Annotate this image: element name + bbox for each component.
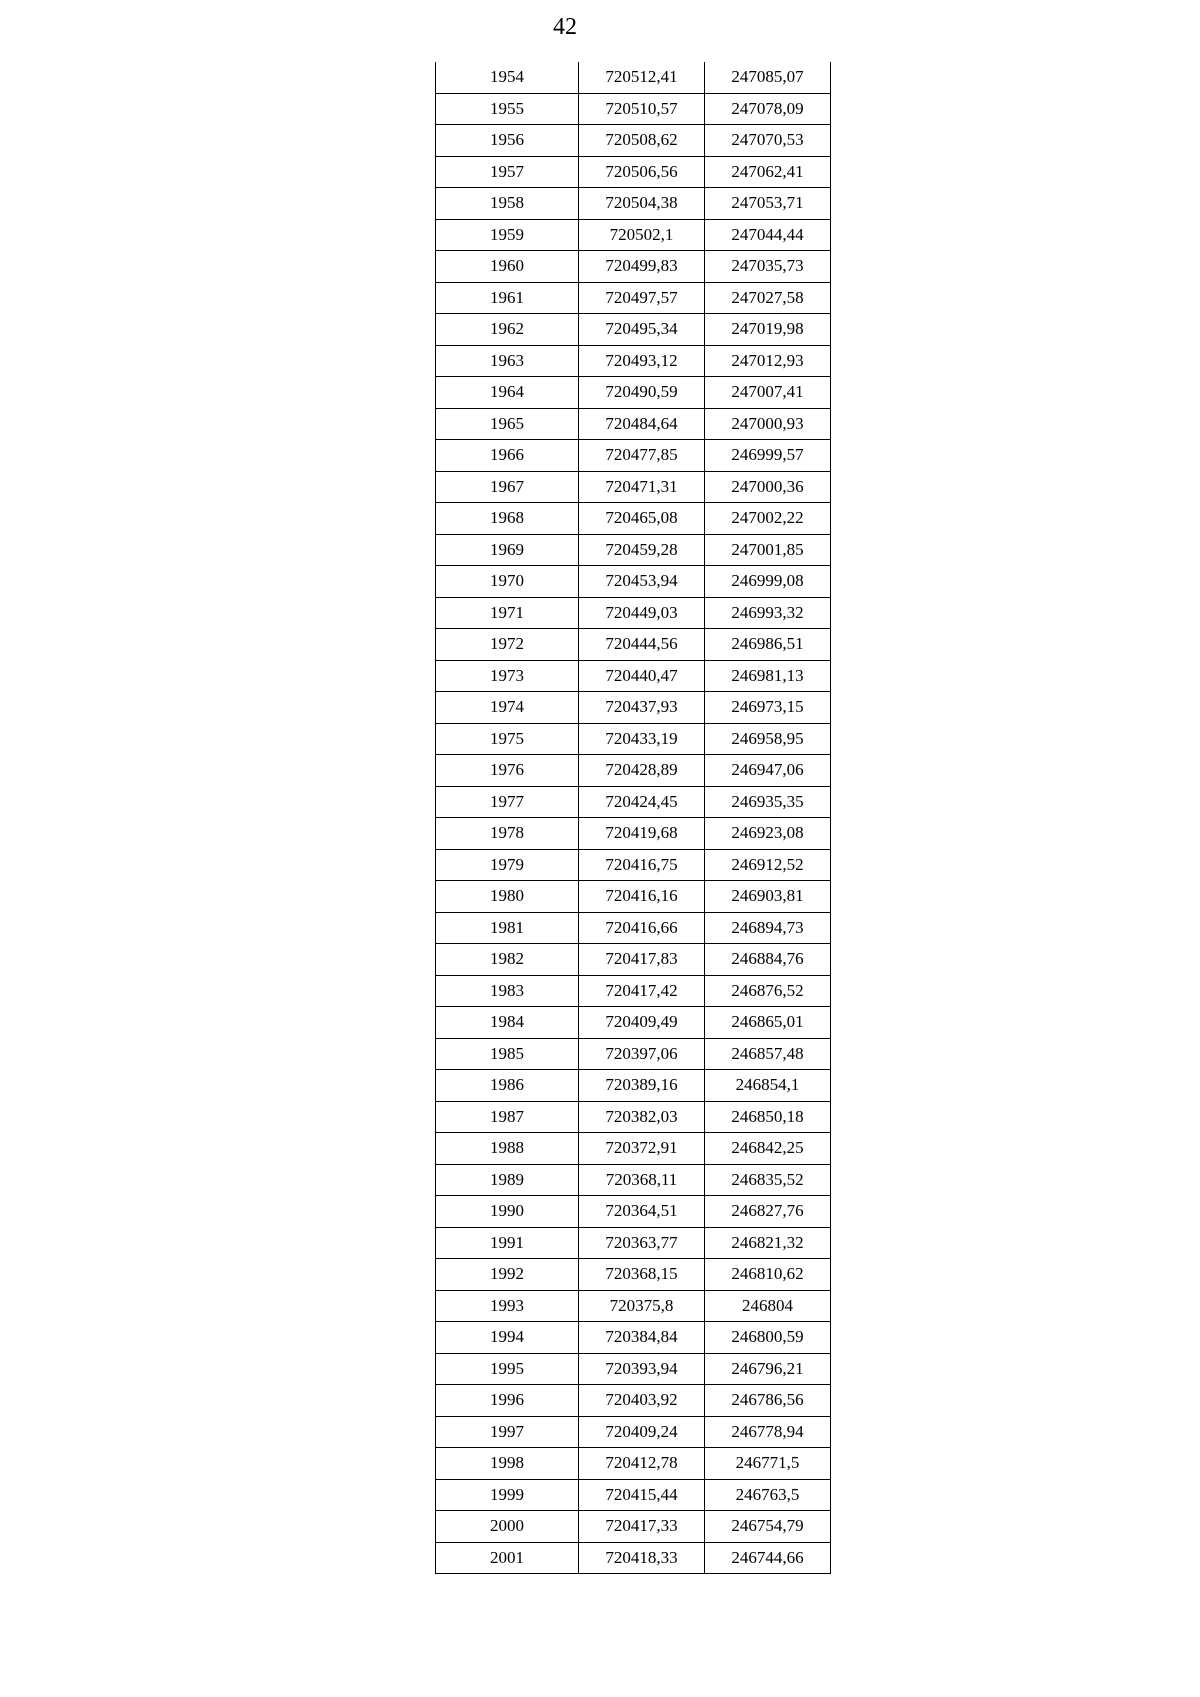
year-cell: 1957 <box>436 156 579 188</box>
y-coordinate-cell: 246835,52 <box>705 1164 831 1196</box>
table-row <box>436 1259 831 1291</box>
x-coordinate-cell: 720440,47 <box>579 660 705 692</box>
table-row <box>436 1479 831 1511</box>
y-coordinate-cell: 247007,41 <box>705 377 831 409</box>
year-cell: 2000 <box>436 1511 579 1543</box>
y-coordinate-cell: 246786,56 <box>705 1385 831 1417</box>
table-row <box>436 1070 831 1102</box>
year-cell: 1960 <box>436 251 579 283</box>
year-cell: 1977 <box>436 786 579 818</box>
x-coordinate-cell: 720444,56 <box>579 629 705 661</box>
table-row <box>436 849 831 881</box>
y-coordinate-cell: 247062,41 <box>705 156 831 188</box>
table-row <box>436 629 831 661</box>
x-coordinate-cell: 720393,94 <box>579 1353 705 1385</box>
y-coordinate-cell: 246947,06 <box>705 755 831 787</box>
x-coordinate-cell: 720428,89 <box>579 755 705 787</box>
y-coordinate-cell: 246958,95 <box>705 723 831 755</box>
x-coordinate-cell: 720403,92 <box>579 1385 705 1417</box>
year-cell: 1964 <box>436 377 579 409</box>
x-coordinate-cell: 720490,59 <box>579 377 705 409</box>
table-row <box>436 597 831 629</box>
table-row <box>436 93 831 125</box>
year-cell: 1966 <box>436 440 579 472</box>
table-row <box>436 755 831 787</box>
year-cell: 1976 <box>436 755 579 787</box>
x-coordinate-cell: 720415,44 <box>579 1479 705 1511</box>
x-coordinate-cell: 720384,84 <box>579 1322 705 1354</box>
year-cell: 1984 <box>436 1007 579 1039</box>
y-coordinate-cell: 247085,07 <box>705 62 831 93</box>
year-cell: 1991 <box>436 1227 579 1259</box>
y-coordinate-cell: 246857,48 <box>705 1038 831 1070</box>
x-coordinate-cell: 720433,19 <box>579 723 705 755</box>
year-cell: 1995 <box>436 1353 579 1385</box>
table-row <box>436 881 831 913</box>
year-cell: 1974 <box>436 692 579 724</box>
table-row <box>436 975 831 1007</box>
x-coordinate-cell: 720418,33 <box>579 1542 705 1574</box>
year-cell: 1969 <box>436 534 579 566</box>
table-body <box>436 62 831 1574</box>
year-cell: 1986 <box>436 1070 579 1102</box>
table-row <box>436 1007 831 1039</box>
x-coordinate-cell: 720502,1 <box>579 219 705 251</box>
x-coordinate-cell: 720417,83 <box>579 944 705 976</box>
table-row <box>436 660 831 692</box>
y-coordinate-cell: 246903,81 <box>705 881 831 913</box>
table-row <box>436 471 831 503</box>
table-row <box>436 1385 831 1417</box>
x-coordinate-cell: 720416,66 <box>579 912 705 944</box>
table-row <box>436 1416 831 1448</box>
y-coordinate-cell: 246850,18 <box>705 1101 831 1133</box>
y-coordinate-cell: 246804 <box>705 1290 831 1322</box>
year-cell: 1982 <box>436 944 579 976</box>
y-coordinate-cell: 247002,22 <box>705 503 831 535</box>
table-row <box>436 219 831 251</box>
year-cell: 1989 <box>436 1164 579 1196</box>
y-coordinate-cell: 246763,5 <box>705 1479 831 1511</box>
table-row <box>436 1322 831 1354</box>
table-row <box>436 944 831 976</box>
x-coordinate-cell: 720416,16 <box>579 881 705 913</box>
table-row <box>436 188 831 220</box>
y-coordinate-cell: 246744,66 <box>705 1542 831 1574</box>
year-cell: 1985 <box>436 1038 579 1070</box>
year-cell: 1962 <box>436 314 579 346</box>
table-row <box>436 156 831 188</box>
y-coordinate-cell: 246865,01 <box>705 1007 831 1039</box>
year-cell: 1961 <box>436 282 579 314</box>
y-coordinate-cell: 246876,52 <box>705 975 831 1007</box>
x-coordinate-cell: 720506,56 <box>579 156 705 188</box>
year-cell: 1979 <box>436 849 579 881</box>
x-coordinate-cell: 720459,28 <box>579 534 705 566</box>
year-cell: 1999 <box>436 1479 579 1511</box>
year-cell: 1965 <box>436 408 579 440</box>
y-coordinate-cell: 246999,08 <box>705 566 831 598</box>
y-coordinate-cell: 246796,21 <box>705 1353 831 1385</box>
year-cell: 1972 <box>436 629 579 661</box>
x-coordinate-cell: 720389,16 <box>579 1070 705 1102</box>
year-cell: 1967 <box>436 471 579 503</box>
x-coordinate-cell: 720419,68 <box>579 818 705 850</box>
table-row <box>436 1133 831 1165</box>
y-coordinate-cell: 247078,09 <box>705 93 831 125</box>
x-coordinate-cell: 720508,62 <box>579 125 705 157</box>
table-row <box>436 692 831 724</box>
year-cell: 1998 <box>436 1448 579 1480</box>
y-coordinate-cell: 247027,58 <box>705 282 831 314</box>
year-cell: 1990 <box>436 1196 579 1228</box>
y-coordinate-cell: 246810,62 <box>705 1259 831 1291</box>
year-cell: 1958 <box>436 188 579 220</box>
table-row <box>436 1196 831 1228</box>
table-row <box>436 1448 831 1480</box>
x-coordinate-cell: 720465,08 <box>579 503 705 535</box>
y-coordinate-cell: 247019,98 <box>705 314 831 346</box>
x-coordinate-cell: 720417,33 <box>579 1511 705 1543</box>
y-coordinate-cell: 247001,85 <box>705 534 831 566</box>
table-row <box>436 534 831 566</box>
table-row <box>436 818 831 850</box>
y-coordinate-cell: 246894,73 <box>705 912 831 944</box>
year-cell: 1970 <box>436 566 579 598</box>
y-coordinate-cell: 246884,76 <box>705 944 831 976</box>
year-cell: 1994 <box>436 1322 579 1354</box>
x-coordinate-cell: 720495,34 <box>579 314 705 346</box>
year-cell: 1983 <box>436 975 579 1007</box>
table-row <box>436 314 831 346</box>
x-coordinate-cell: 720409,24 <box>579 1416 705 1448</box>
y-coordinate-cell: 247000,93 <box>705 408 831 440</box>
year-cell: 1956 <box>436 125 579 157</box>
x-coordinate-cell: 720449,03 <box>579 597 705 629</box>
table-row <box>436 1227 831 1259</box>
year-cell: 2001 <box>436 1542 579 1574</box>
y-coordinate-cell: 246993,32 <box>705 597 831 629</box>
x-coordinate-cell: 720512,41 <box>579 62 705 93</box>
x-coordinate-cell: 720424,45 <box>579 786 705 818</box>
table-row <box>436 1290 831 1322</box>
y-coordinate-cell: 246935,35 <box>705 786 831 818</box>
y-coordinate-cell: 246912,52 <box>705 849 831 881</box>
x-coordinate-cell: 720471,31 <box>579 471 705 503</box>
y-coordinate-cell: 246754,79 <box>705 1511 831 1543</box>
y-coordinate-cell: 246999,57 <box>705 440 831 472</box>
year-cell: 1973 <box>436 660 579 692</box>
year-cell: 1980 <box>436 881 579 913</box>
y-coordinate-cell: 246854,1 <box>705 1070 831 1102</box>
table-row <box>436 345 831 377</box>
y-coordinate-cell: 246973,15 <box>705 692 831 724</box>
table-row <box>436 912 831 944</box>
year-cell: 1959 <box>436 219 579 251</box>
table-row <box>436 1511 831 1543</box>
x-coordinate-cell: 720499,83 <box>579 251 705 283</box>
table-row <box>436 503 831 535</box>
table-row <box>436 1164 831 1196</box>
y-coordinate-cell: 246981,13 <box>705 660 831 692</box>
x-coordinate-cell: 720504,38 <box>579 188 705 220</box>
x-coordinate-cell: 720368,15 <box>579 1259 705 1291</box>
x-coordinate-cell: 720453,94 <box>579 566 705 598</box>
y-coordinate-cell: 247000,36 <box>705 471 831 503</box>
x-coordinate-cell: 720375,8 <box>579 1290 705 1322</box>
year-cell: 1955 <box>436 93 579 125</box>
x-coordinate-cell: 720372,91 <box>579 1133 705 1165</box>
x-coordinate-cell: 720417,42 <box>579 975 705 1007</box>
y-coordinate-cell: 246923,08 <box>705 818 831 850</box>
y-coordinate-cell: 246842,25 <box>705 1133 831 1165</box>
year-cell: 1981 <box>436 912 579 944</box>
year-cell: 1997 <box>436 1416 579 1448</box>
y-coordinate-cell: 247012,93 <box>705 345 831 377</box>
table-row <box>436 282 831 314</box>
table-row <box>436 1038 831 1070</box>
y-coordinate-cell: 247053,71 <box>705 188 831 220</box>
page-number: 42 <box>553 14 577 40</box>
year-cell: 1978 <box>436 818 579 850</box>
table-row <box>436 1542 831 1574</box>
y-coordinate-cell: 246827,76 <box>705 1196 831 1228</box>
year-cell: 1971 <box>436 597 579 629</box>
table-row <box>436 1353 831 1385</box>
table-row <box>436 62 831 93</box>
y-coordinate-cell: 246771,5 <box>705 1448 831 1480</box>
year-cell: 1968 <box>436 503 579 535</box>
x-coordinate-cell: 720382,03 <box>579 1101 705 1133</box>
y-coordinate-cell: 246778,94 <box>705 1416 831 1448</box>
year-cell: 1987 <box>436 1101 579 1133</box>
x-coordinate-cell: 720409,49 <box>579 1007 705 1039</box>
y-coordinate-cell: 246800,59 <box>705 1322 831 1354</box>
table-row <box>436 408 831 440</box>
year-cell: 1963 <box>436 345 579 377</box>
year-cell: 1975 <box>436 723 579 755</box>
y-coordinate-cell: 247070,53 <box>705 125 831 157</box>
coordinates-table <box>435 62 831 1574</box>
table-row <box>436 125 831 157</box>
table-row <box>436 786 831 818</box>
year-cell: 1954 <box>436 62 579 93</box>
table-row <box>436 1101 831 1133</box>
y-coordinate-cell: 246821,32 <box>705 1227 831 1259</box>
x-coordinate-cell: 720364,51 <box>579 1196 705 1228</box>
table-row <box>436 566 831 598</box>
x-coordinate-cell: 720437,93 <box>579 692 705 724</box>
x-coordinate-cell: 720510,57 <box>579 93 705 125</box>
y-coordinate-cell: 246986,51 <box>705 629 831 661</box>
year-cell: 1993 <box>436 1290 579 1322</box>
table-row <box>436 377 831 409</box>
x-coordinate-cell: 720484,64 <box>579 408 705 440</box>
x-coordinate-cell: 720363,77 <box>579 1227 705 1259</box>
table-row <box>436 251 831 283</box>
x-coordinate-cell: 720477,85 <box>579 440 705 472</box>
x-coordinate-cell: 720412,78 <box>579 1448 705 1480</box>
x-coordinate-cell: 720493,12 <box>579 345 705 377</box>
year-cell: 1992 <box>436 1259 579 1291</box>
x-coordinate-cell: 720497,57 <box>579 282 705 314</box>
table-row <box>436 440 831 472</box>
year-cell: 1988 <box>436 1133 579 1165</box>
table-row <box>436 723 831 755</box>
x-coordinate-cell: 720397,06 <box>579 1038 705 1070</box>
y-coordinate-cell: 247044,44 <box>705 219 831 251</box>
y-coordinate-cell: 247035,73 <box>705 251 831 283</box>
year-cell: 1996 <box>436 1385 579 1417</box>
x-coordinate-cell: 720416,75 <box>579 849 705 881</box>
x-coordinate-cell: 720368,11 <box>579 1164 705 1196</box>
